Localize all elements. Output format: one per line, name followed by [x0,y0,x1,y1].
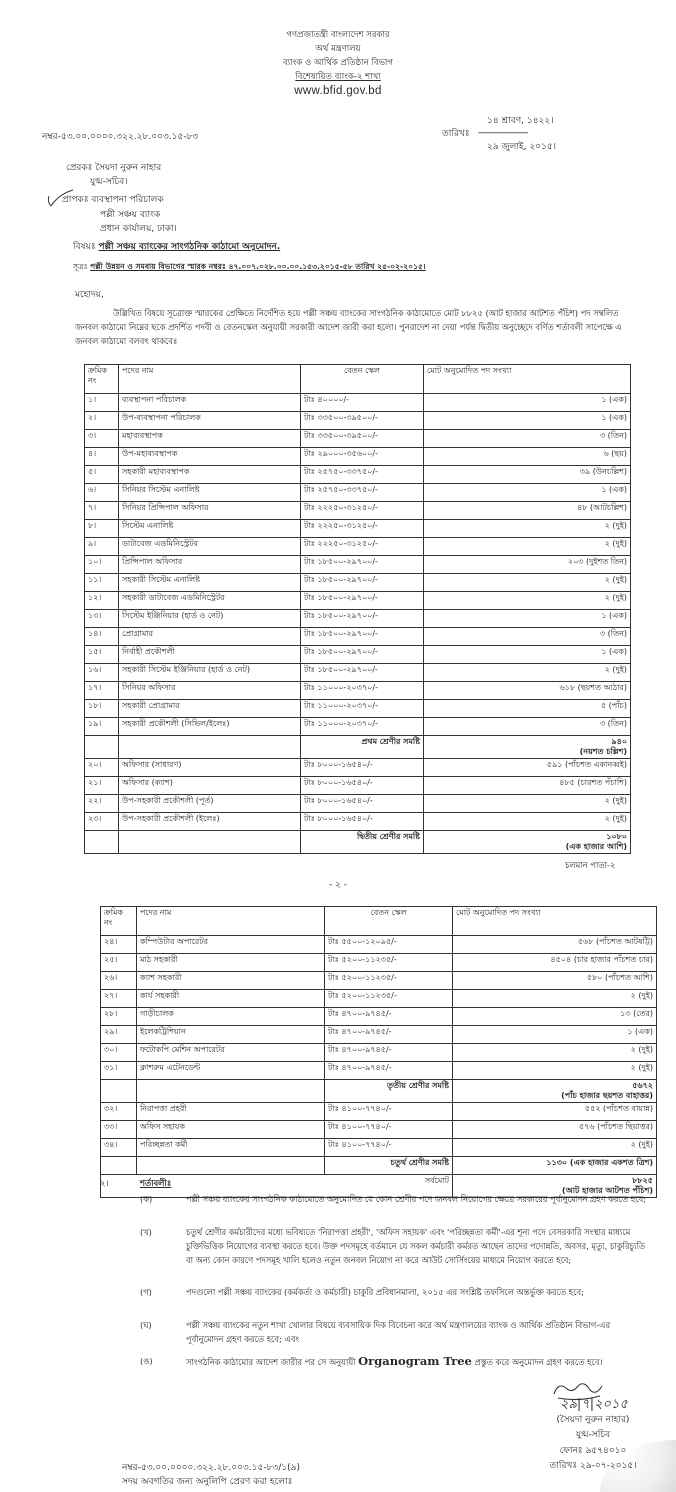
header-post: পদের নাম [119,365,301,394]
cell-empty [101,1157,137,1175]
header-count: মোট অনুমোদিত পদ সংখ্যা [424,365,631,394]
cell-post: পরিচ্ছন্নতা কর্মী [137,1139,325,1157]
table-row [85,610,631,628]
cell-scale: টাঃ ১৮৫০০-২৯৭০০/- [301,592,424,610]
header-government: গণপ্রজাতন্ত্রী বাংলাদেশ সরকার [286,30,390,40]
grand-total-number: ৮৮২৫ [632,1176,653,1185]
cell-count: ৫৮০ (পাঁচশত আশি) [453,972,657,990]
page-number: - ২ - [328,880,348,890]
date-label: তারিখঃ [442,129,470,139]
cell-serial: ১। [85,394,119,412]
cell-serial: ৯। [85,538,119,556]
header-count: মোট অনুমোদিত পদ সংখ্যা [453,907,657,936]
table-row [85,466,631,484]
header-website: www.bfid.gov.bd [294,85,382,97]
body-paragraph: উল্লিখিত বিষয়ে সূত্রোক্ত স্মারকের প্রেক্ষিতে নির্দেশিত হয়ে পল্লী সঞ্চয় ব্যাংকের সাংগঠনিক কাঠামোতে মোট ৮৮২৫ (আট হাজার আটশত পঁচিশ) পদ সম্বলিত জনবল কাঠামো নিম্নের ছকে প্রদর্শিত পদবী ও বেতনস্কেল অনুযায়ী সরকারী আদেশ জারী করা হলো। পুনরাদেশ না দেয়া পর্যন্ত দ্বিতীয় অনুচ্ছেদে বর্ণিত শর্তাবলী সাপেক্ষে এ জনবল কাঠামো বলবৎ থাকবেঃ [75,308,622,346]
cell-serial: ২৮। [101,1008,137,1026]
posts-table-page1 [84,364,631,854]
cell-serial: ১৩। [85,610,119,628]
cell-count: ২ (দুই) [424,592,631,610]
recipient-label: প্রাপকঃ [62,195,89,205]
cell-count: ৫ (পাঁচ) [424,700,631,718]
subtotal-value: ১১৩০ (এক হাজার একশত ত্রিশ) [453,1157,657,1175]
cell-serial: ২৭। [101,990,137,1008]
memo-number: নম্বর-৫৩.০০.০০০০.৩২২.২৮.০০৩.১৫-৮৩ [42,132,199,142]
cell-scale: টাঃ ৩৩৫০০-৩৯৫০০/- [301,430,424,448]
table-row [101,1026,657,1044]
cell-post: সিস্টেম ইঞ্জিনিয়ার (হার্ড ও নেট) [119,610,301,628]
subject-text: পল্লী সঞ্চয় ব্যাংকের সাংগঠনিক কাঠামো অনুমোদন. [98,242,281,252]
cell-serial: ৫। [85,466,119,484]
cell-empty [101,1080,137,1103]
conditions-section [100,1176,400,1192]
table-row [85,484,631,502]
cell-serial: ১৬। [85,664,119,682]
cell-post: সহকারী ডাটাবেজ এডমিনিস্ট্রেটর [119,592,301,610]
table-row [85,628,631,646]
cell-post: অফিস সহায়ক [137,1121,325,1139]
condition-text: পল্লী সঞ্চয় ব্যাংকের সাংগঠনিক কাঠামোতে অনুমোদিত যে কোন শ্রেণীর পদে জনবল নিয়োগের ক্ষেত্রে সরকারের পূর্বানুমোদন গ্রহণ করতে হবে; [186,1194,646,1204]
cell-empty [119,831,301,854]
footer-copy-note: সদয় অবগতির জন্য অনুলিপি প্রেরণ করা হলোঃ [122,1477,293,1487]
table-row [85,502,631,520]
cell-post: প্রিন্সিপাল অফিসার [119,556,301,574]
subtotal-label: প্রথম শ্রেণীর সমষ্টি [301,736,424,759]
table-row [85,592,631,610]
cell-post: প্রোগ্রামার [119,628,301,646]
table-row [101,1121,657,1139]
cell-count: ৪৮৫ (চারশত পঁচাশি) [424,777,631,795]
table-row [85,394,631,412]
cell-serial: ২৬। [101,972,137,990]
cell-empty [85,736,119,759]
cell-post: উপ-ব্যবস্থাপনা পরিচালক [119,412,301,430]
table-header-row [85,365,631,394]
cell-count: ২ (দুই) [424,664,631,682]
table-row [101,1139,657,1157]
cell-count: ১ (এক) [424,412,631,430]
cell-post: ক্লাশরুম এটেনডেন্ট [137,1062,325,1080]
condition-text [186,1354,646,1369]
cell-scale: টাঃ ১৮৫০০-২৯৭০০/- [301,646,424,664]
table-row [101,1008,657,1026]
reference-label: সূত্রঃ [73,262,88,271]
cell-count: ৫৭৬ (পাঁচশত ছিয়াত্তর) [453,1121,657,1139]
cell-post: ফটোকপি মেশিন অপারেটর [137,1044,325,1062]
condition-label: (গ) [140,1287,152,1297]
cell-scale: টাঃ ৮০০০-১৬৫৪০/- [301,759,424,777]
cell-post: সিনিয়র সিস্টেম এনালিষ্ট [119,484,301,502]
cell-scale: টাঃ ২২২৫০-৩১২৫০/- [301,520,424,538]
cell-post: সহকারী সিস্টেম এনালিষ্ট [119,574,301,592]
conditions-number: ২। [100,1178,109,1188]
cell-scale: টাঃ ৪০০০০/- [301,394,424,412]
date-bangla: ১৪ শ্রাবণ, ১৪২২। [487,116,554,126]
cell-post: সহকারী মহাব্যবস্থাপক [119,466,301,484]
cell-post: ইলেকট্রিশিয়ান [137,1026,325,1044]
subtotal-words: (নয়শত চল্লিশ) [579,747,627,756]
table-row [85,700,631,718]
cell-serial: ২০। [85,759,119,777]
table-row [85,646,631,664]
cell-count: ১ (এক) [424,394,631,412]
cell-scale: টাঃ ৮০০০-১৬৫৪০/- [301,813,424,831]
sender [66,163,161,174]
cell-scale: টাঃ ১৮৫০০-২৯৭০০/- [301,556,424,574]
cell-scale: টাঃ ৮০০০-১৬৫৪০/- [301,777,424,795]
subtotal-label: চতুর্থ শ্রেণীর সমষ্টি [325,1157,453,1175]
cell-scale: টাঃ ৪৭০০-৯৭৪৫/- [325,1062,453,1080]
cell-empty [119,736,301,759]
date-english: ২৯ জুলাই, ২০১৫। [487,142,556,152]
organogram-tree-term: Organogram Tree [358,1354,472,1368]
cell-serial: ৩৩। [101,1121,137,1139]
cell-scale: টাঃ ৫২০০-১১২৩৫/- [325,990,453,1008]
cell-scale: টাঃ ২২২৫০-৩১২৫০/- [301,502,424,520]
posts-table-page2 [100,906,657,1198]
table-row [85,795,631,813]
table-row [85,448,631,466]
table-row [85,813,631,831]
cell-serial: ৪। [85,448,119,466]
table-row [85,718,631,736]
cell-post: উপ-সহকারী প্রকৌশলী (ইলেঃ) [119,813,301,831]
cell-serial: ৩১। [101,1062,137,1080]
cell-serial: ২৯। [101,1026,137,1044]
cell-serial: ২৩। [85,813,119,831]
header-scale: বেতন স্কেল [325,907,453,936]
recipient-line1: ব্যবস্থাপনা পরিচালক [91,195,164,205]
cell-count: ২ (দুই) [424,520,631,538]
header-scale: বেতন স্কেল [301,365,424,394]
cell-serial: ২৫। [101,954,137,972]
table-row [101,1044,657,1062]
table-header-row [101,907,657,936]
subtotal-words: (পাঁচ হাজার ছয়শত বাহাত্তর) [561,1091,653,1100]
salutation: মহোদয়, [75,290,104,300]
continued-note: চলমান পাতা-২ [565,860,616,870]
subtotal-row [101,1080,657,1103]
cell-count: ১ (এক) [453,1026,657,1044]
cell-scale: টাঃ ১৮৫০০-২৯৭০০/- [301,628,424,646]
cell-scale: টাঃ ১১০০০-২০৩৭০/- [301,700,424,718]
cell-scale: টাঃ ৪৭০০-৯৭৪৫/- [325,1044,453,1062]
cell-scale: টাঃ ৩৩৫০০-৩৯৫০০/- [301,412,424,430]
cell-serial: ৮। [85,520,119,538]
signatory-name: (সৈয়দা নুরুন নাহার) [556,1415,630,1425]
cell-count: ২ (দুই) [424,795,631,813]
cell-post: গাড়ীচালক [137,1008,325,1026]
table-row [85,574,631,592]
cell-post: ক্যাশ সহকারী [137,972,325,990]
table-row [101,990,657,1008]
cell-post: সহকারী সিস্টেম ইঞ্জিনিয়ার (হার্ড ও নেট) [119,664,301,682]
cell-count: ৩ (তিন) [424,430,631,448]
cell-post: উপ-মহাব্যবস্থাপক [119,448,301,466]
table-row [101,954,657,972]
cell-post: সহকারী প্রোগ্রামার [119,700,301,718]
cell-scale: টাঃ ২৫৭৫০-৩৩৭৫০/- [301,466,424,484]
recipient-line2: পল্লী সঞ্চয় ব্যাংক [100,210,161,220]
cell-count: ১৩ (তের) [453,1008,657,1026]
signatory-title: যুগ্ম-সচিব [575,1430,611,1440]
subtotal-number: ৫৬৭২ [632,1081,653,1090]
cell-count: ১ (এক) [424,484,631,502]
cell-serial: ৩। [85,430,119,448]
cell-scale: টাঃ ২৯০০০-৩৫৬০০/- [301,448,424,466]
cell-count: ১ (এক) [424,646,631,664]
subtotal-number: ৯৪০ [611,737,627,746]
footer-memo-number: নম্বর-৫৩.০০.০০০০.৩২২.২৮.০০৩.১৫-৮৩/১(৯) [122,1463,300,1473]
table-row [101,972,657,990]
cell-serial: ৩২। [101,1103,137,1121]
table-row [85,777,631,795]
cell-scale: টাঃ ১৮৫০০-২৯৭০০/- [301,610,424,628]
header-serial: ক্রমিক নং [101,907,137,936]
cell-post: অফিসার (ক্যাশ) [119,777,301,795]
table-row [85,520,631,538]
cell-serial: ২১। [85,777,119,795]
cell-count: ৪৫০৪ (চার হাজার পাঁচশত চার) [453,954,657,972]
cell-empty [85,831,119,854]
cell-count: ৫৫২ (পাঁচশত বায়ান্ন) [453,1103,657,1121]
header-post: পদের নাম [137,907,325,936]
subtotal-value [453,1080,657,1103]
subtotal-value [424,736,631,759]
condition-label: (ক) [140,1194,153,1204]
cell-post: কম্পিউটার অপারেটর [137,936,325,954]
condition-label: (খ) [140,1227,152,1237]
cell-count: ৩ (তিন) [424,718,631,736]
cell-count: ২ (দুই) [424,813,631,831]
sender-title: যুগ্ম-সচিব। [90,177,128,187]
cell-serial: ১৭। [85,682,119,700]
cell-count: ১ (এক) [424,610,631,628]
cell-count: ৬ (ছয়) [424,448,631,466]
cell-post: নির্বাহী প্রকৌশলী [119,646,301,664]
subtotal-value [424,831,631,854]
cell-count: ২ (দুই) [424,538,631,556]
cell-count: ৫৯১ (পাঁচশত একানব্বই) [424,759,631,777]
table-row [101,1103,657,1121]
table-row [101,936,657,954]
cell-scale: টাঃ ২২২৫০-৩১২৫০/- [301,538,424,556]
recipient-line3: প্রধান কার্যালয়, ঢাকা। [100,224,177,234]
cell-serial: ১৮। [85,700,119,718]
cell-count: ৬১৮ (ছয়শত আঠার) [424,682,631,700]
table-row [85,430,631,448]
cell-scale: টাঃ ৮০০০-১৬৫৪০/- [301,795,424,813]
cell-post: মহাব্যবস্থাপক [119,430,301,448]
cell-count: ৩৯ (উনচল্লিশ) [424,466,631,484]
sender-label: প্রেরকঃ [66,163,93,173]
condition-text: পদগুলো পল্লী সঞ্চয় ব্যাংকের (কর্মকর্তা ও কর্মচারী) চাকুরি প্রবিধানমালা, ২০১৫ এর সংশ্লিষ্ট তফসিলে অন্তর্ভুক্ত করতে হবে; [186,1287,584,1297]
condition-text: পল্লী সঞ্চয় ব্যাংকের নতুন শাখা খোলার বিষয়ে ব্যবসায়িক দিক বিবেচনা করে অর্থ মন্ত্রণালয়ের ব্যাংক ও আর্থিক প্রতিষ্ঠান বিভাগ-এর পূর্বানুমোদন গ্রহণ করতে হবে; এবং [186,1320,611,1344]
subtotal-row [101,1157,657,1175]
reference-text: পল্লী উন্নয়ন ও সমবায় বিভাগের স্মারক নম্বরঃ ৪৭.০০৭.০২৮.০০.০০.১৫৩.২০১৫-৫৮ তারিখ ২৫-০২-২০১৫। [90,262,426,271]
cell-count: ৫৬৮ (পাঁচশত আটষট্টি) [453,936,657,954]
subtotal-row [85,736,631,759]
subtotal-label: দ্বিতীয় শ্রেণীর সমষ্টি [301,831,424,854]
cell-count: ২ (দুই) [453,1044,657,1062]
cell-post: মাঠ সহকারী [137,954,325,972]
table-row [85,664,631,682]
signatory-date: তারিখঃ ২৯-০৭-২০১৫। [549,1461,637,1471]
sender-name: সৈয়দা নুরুন নাহার [95,163,162,173]
cell-serial: ১০। [85,556,119,574]
cell-post: ব্যবস্থাপনা পরিচালক [119,394,301,412]
table-row [85,556,631,574]
cell-scale: টাঃ ১১০০০-২০৩৭০/- [301,682,424,700]
cell-scale: টাঃ ১১০০০-২০৩৭০/- [301,718,424,736]
condition-label: (ঙ) [140,1356,153,1366]
cell-post: কার্য সহকারী [137,990,325,1008]
letterhead [0,28,676,98]
cell-count: ২ (দুই) [453,1062,657,1080]
cell-serial: ১১। [85,574,119,592]
cell-serial: ৩০। [101,1044,137,1062]
cell-serial: ১৫। [85,646,119,664]
cell-serial: ৭। [85,502,119,520]
table-row [85,538,631,556]
date-dashes: ---------------------- [478,128,528,138]
cell-count: ২ (দুই) [453,1139,657,1157]
subject-label: বিষয়ঃ [73,242,96,252]
cell-serial: ৩৪। [101,1139,137,1157]
cell-scale: টাঃ ৪১০০-৭৭৪০/- [325,1103,453,1121]
subtotal-words: (এক হাজার আশি) [565,842,627,851]
cell-post: নিরাপত্তা প্রহরী [137,1103,325,1121]
cell-serial: ২৪। [101,936,137,954]
table-row [101,1062,657,1080]
subtotal-label: তৃতীয় শ্রেণীর সমষ্টি [325,1080,453,1103]
cell-count: ৩ (তিন) [424,628,631,646]
cell-count: ৪৮ (আটচল্লিশ) [424,502,631,520]
cell-serial: ১৪। [85,628,119,646]
cell-scale: টাঃ ৪১০০-৭৭৪০/- [325,1139,453,1157]
cell-post: সিনিয়র প্রিন্সিপাল অফিসার [119,502,301,520]
cell-count: ২ (দুই) [424,574,631,592]
table-row [85,682,631,700]
cell-post: ডাটাবেজ এডমিনিস্ট্রেটর [119,538,301,556]
cell-scale: টাঃ ৫২০০-১১২৩৫/- [325,954,453,972]
cell-serial: ২। [85,412,119,430]
conditions-title: শর্তাবলীঃ [140,1178,172,1188]
condition-text-before: সাংগঠনিক কাঠামোর আদেশ জারীর পর সে অনুযায়ী [186,1357,356,1367]
cell-post: সহকারী প্রকৌশলী (সিভিল/ইলেঃ) [119,718,301,736]
subtotal-row [85,831,631,854]
cell-post: অফিসার (সাধারণ) [119,759,301,777]
grand-total-label: সর্বমোট [101,1175,453,1198]
cell-scale: টাঃ ৪৭০০-৯৭৪৫/- [325,1026,453,1044]
signatory-phone: ফোনঃ ৯৫৭৪০১০ [559,1446,627,1456]
cell-scale: টাঃ ৪১০০-৭৭৪০/- [325,1121,453,1139]
table-row [85,759,631,777]
cell-post: সিনিয়র অফিসার [119,682,301,700]
cell-post: সিস্টেম এনালিষ্ট [119,520,301,538]
subject [73,242,663,253]
condition-text-after: প্রস্তুত করে অনুমোদন গ্রহণ করতে হবে। [474,1357,603,1367]
cell-empty [137,1080,325,1103]
header-branch: বিশেষায়িত ব্যাংক-২ শাখা [295,72,381,82]
condition-text: চতুর্থ শ্রেণীর কর্মচারীদের মধ্যে ভবিষ্যতে 'নিরাপত্তা প্রহরী', 'অফিস সহায়ক' এবং 'পরিচ্ছন্নতা কর্মী'-এর শূন্য পদে বেসরকারি সংস্থার মাধ্যমে চুক্তিভিত্তিক নিয়োগের ব্যবস্থা করতে হবে। উক্ত পদসমূহে বর্তমানে যে সকল কর্মচারী কর্মরত আছেন তাদের পদোন্নতি, অবসর, মৃত্যু, চাকুরিচ্যুতি বা অন্য কোন কারণে পদসমূহ খালি হলেও নতুন জনবল নিয়োগ না করে আউট সোর্সিংয়ের মাধ্যমে নিয়োগ করতে হবে; [186,1227,645,1265]
header-division: ব্যাংক ও আর্থিক প্রতিষ্ঠান বিভাগ [283,58,393,68]
cell-scale: টাঃ ৫২০০-১১২৩৫/- [325,972,453,990]
checkmark-annotation-icon [45,188,75,210]
cell-post: উপ-সহকারী প্রকৌশলী (পূর্ত) [119,795,301,813]
cell-serial: ১৯। [85,718,119,736]
reference [73,262,663,271]
condition-label: (ঘ) [140,1320,152,1330]
cell-scale: টাঃ ৫৫০০-১২০৯৫/- [325,936,453,954]
cell-count: ২০৩ (দুইশত তিন) [424,556,631,574]
header-ministry: অর্থ মন্ত্রণালয় [315,44,361,54]
cell-scale: টাঃ ১৮৫০০-২৯৭০০/- [301,574,424,592]
recipient [62,195,164,206]
table-row [85,412,631,430]
grand-total-words: (আট হাজার আটশত পঁচিশ) [562,1186,653,1195]
cell-scale: টাঃ ৪৭০০-৯৭৪৫/- [325,1008,453,1026]
subtotal-number: ১০৮০ [606,832,627,841]
cell-serial: ৬। [85,484,119,502]
signature-date-scribble: ২৯|৭|২০১৫ [560,1397,628,1412]
cell-empty [137,1157,325,1175]
cell-scale: টাঃ ১৮৫০০-২৯৭০০/- [301,664,424,682]
cell-serial: ২২। [85,795,119,813]
header-serial: ক্রমিক নং [85,365,119,394]
cell-scale: টাঃ ২৫৭৫০-৩৩৭৫০/- [301,484,424,502]
cell-count: ২ (দুই) [453,990,657,1008]
cell-serial: ১২। [85,592,119,610]
